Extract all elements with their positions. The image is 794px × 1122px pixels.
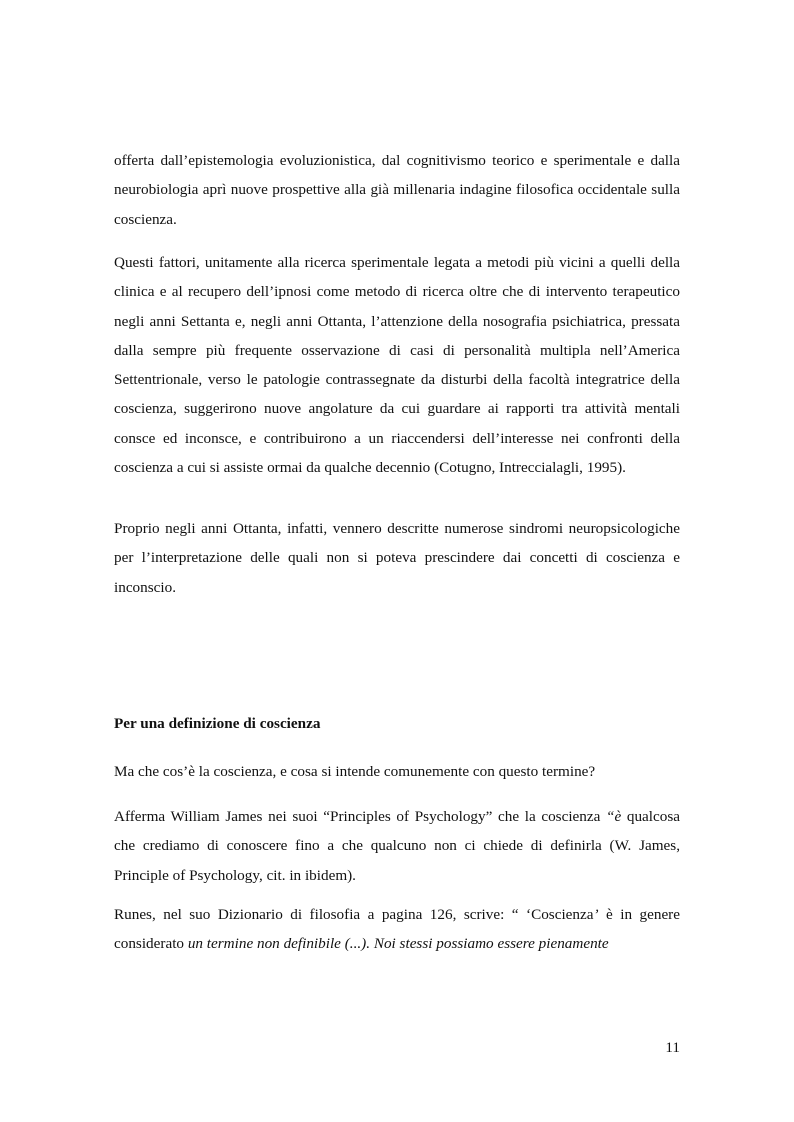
- paragraph-william-james: [114, 802, 680, 890]
- paragraph-epistemology: offerta dall’epistemologia evoluzionistica, dal cognitivismo teorico e sperimentale e dalla neurobiologia aprì nuove prospettive alla già millenaria indagine filosofica occidentale sulla coscienza.: [114, 152, 680, 228]
- paragraph-factors: Questi fattori, unitamente alla ricerca sperimentale legata a metodi più vicini a quelli della clinica e al recupero dell’ipnosi come metodo di ricerca oltre che di intervento terapeutico negli anni Settanta e, negli anni Ottanta, l’attenzione della nosografia psichiatrica, pressata dalla sempre più frequente osservazione di casi di personalità multipla nell’America Settentrionale, verso le patologie contrassegnate da disturbi della facoltà integratrice della coscienza, suggerirono nuove angolature da cui guardare ai rapporti tra attività mentali consce ed inconsce, e contribuirono a un riaccendersi dell’interesse nei confronti della coscienza a cui si assiste ormai da qualche decennio (Cotugno, Intreccialagli, 1995).: [114, 254, 680, 477]
- james-italic-quote: “è: [606, 808, 622, 825]
- runes-italic-text: un termine non definibile (...). Noi stessi possiamo essere pienamente: [187, 935, 609, 953]
- page-number: 11: [665, 1039, 680, 1056]
- paragraph-eighties: Proprio negli anni Ottanta, infatti, vennero descritte numerose sindromi neuropsicologiche per l’interpretazione delle quali non si poteva prescindere dai concetti di coscienza e inconscio.: [114, 520, 680, 596]
- runes-text-mid: è in genere considerato: [114, 906, 680, 953]
- section-heading: Per una definizione di coscienza: [114, 715, 321, 732]
- james-text-end: qualcosa che crediamo di conoscere fino a che qualcuno non ci chiede di definirla (W. James, Principle of Psychology, cit. in ibidem).: [114, 808, 680, 884]
- paragraph-runes: [114, 900, 680, 959]
- runes-quote-mark: ’: [593, 906, 599, 923]
- runes-text-start: Runes, nel suo Dizionario di filosofia a pagina 126, scrive: “ ‘Coscienza: [114, 906, 594, 923]
- document-page: [114, 0, 680, 1122]
- paragraph-question: Ma che cos’è la coscienza, e cosa si intende comunemente con questo termine?: [114, 763, 596, 780]
- james-text-start: Afferma William James nei suoi “Principles of Psychology” che la coscienza: [114, 808, 607, 825]
